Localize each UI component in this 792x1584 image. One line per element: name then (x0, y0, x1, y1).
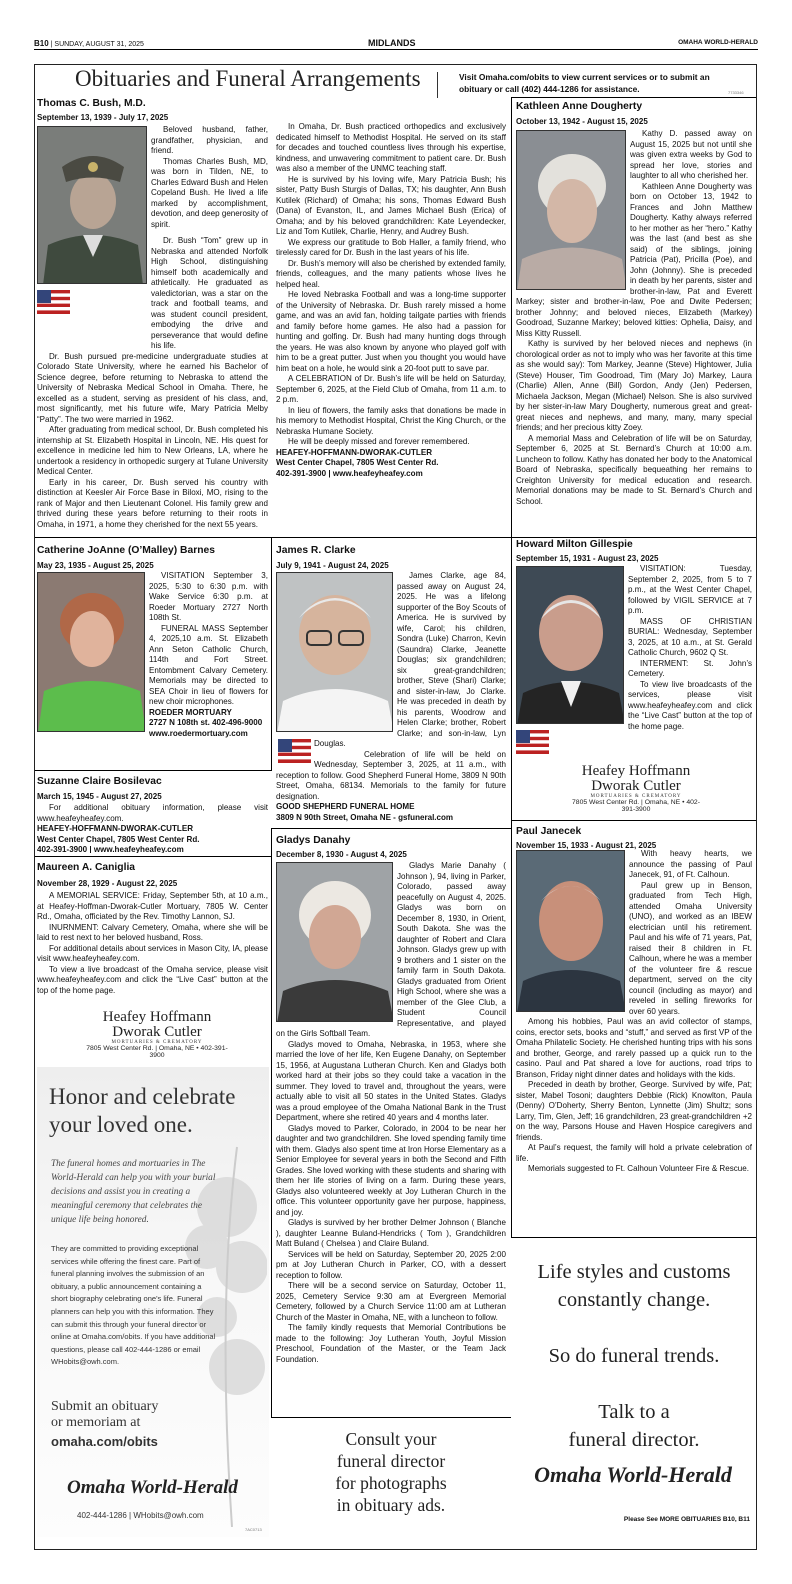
obit-text (516, 564, 752, 754)
logo-line: Heafey Hoffmann (581, 763, 691, 779)
obit-text (276, 122, 506, 534)
logo-line: Dworak (591, 778, 640, 794)
ad-headline-line: Honor and celebrate (49, 1084, 236, 1109)
funeral-home-logo (566, 764, 706, 813)
funeral-home: ROEDER MORTUARY (149, 707, 232, 717)
paragraph: A MEMORIAL SERVICE: Friday, September 5th, at 10 a.m., at Heafey-Hoffman-Dworak-Cutler Mortuary, 7805 W. Center Rd., Omaha, officiated by the Rev. Timothy Lannon, SJ. (37, 891, 268, 921)
paragraph: James Clarke, age 84, passed away on August 24, 2025. He was a lifelong supporter of the Boy Scouts of America. He is survived by wife, Carol; his children, Sondra (Luke) Charron, Kevin (Saundra) Clarke, Jeanette Douglas; six grandchildren; six great-grandchildren; brother, Steve (Shari) Clarke; and sister-in-law, Jo Clarke. He was preceded in death by his parents, Woodrow and Helen Clarke; brother, Robert Clarke; and son-in-law, Lyn Douglas. (314, 571, 506, 748)
paragraph: Dr. Bush’s memory will also be cherished by extended family, friends, colleagues, and the many patients whose lives he helped heal. (276, 258, 506, 289)
obit-text (276, 861, 506, 1414)
ad-line: So do funeral trends. (548, 1345, 720, 1367)
obit-text (37, 803, 268, 853)
paragraph: Gladys moved to Parker, Colorado, in 2004 to be near her daughter and two grandchildren. She loved spending family time with them. Gladys also spent time at Iron Horse Elementary as a Senior Employee for several years in both the Second and Fifth Grades. She loved working with these students and sharing with them her life stories of living on a farm. During these years, Gladys also volunteered weekly at Joy Lutheran Church in the office. This volunteer opportunity gave her purpose, happiness, and joy. (276, 1123, 506, 1217)
obit-text (516, 849, 752, 1233)
funeral-home-url: www.roedermortuary.com (149, 728, 248, 738)
paragraph: Services will be held on Saturday, September 20, 2025 2:00 pm at Joy Lutheran Church in Parker, CO, with a dessert reception to follow. (276, 1249, 506, 1280)
rule (511, 97, 512, 537)
ad-body: They are committed to providing exceptional services while offering the finest care. Part of funeral planning involves the submission of an obituary, a public announcement containing a short biography celebrating one's life. Funeral planners can help you with this information. They can submit this through your funeral director or online at Omaha.com/obits. If you have additional questions, please call 402-444-1286 or email WHobits@owh.com. (51, 1244, 216, 1367)
ad-consult (272, 1428, 510, 1516)
obit-name: James R. Clarke (276, 545, 356, 556)
obit-text (37, 891, 268, 1007)
masthead-divider (437, 72, 438, 98)
rule (271, 828, 511, 829)
masthead-note-text: Visit Omaha.com/obits to view current services or to submit an obituary or call (402) 444-1286 for assistance. (459, 72, 710, 94)
paragraph: We express our gratitude to Bob Haller, a family friend, who tirelessly cared for Dr. Bush in the last years of his life. (276, 237, 506, 257)
ad-line: constantly change. (557, 1289, 711, 1311)
paragraph: MASS OF CHRISTIAN BURIAL: Wednesday, September 3, 2025, at 10 a.m., at St. Gerald Catholic Church, 9602 Q St. (628, 616, 752, 657)
obit-text (37, 571, 268, 766)
page-title: Obituaries and Funeral Arrangements (75, 66, 421, 91)
logo-address: 7805 West Center Rd. | Omaha, NE • 402-391-3900 (572, 799, 700, 813)
ad-life-styles (512, 1258, 756, 1454)
paragraph: To view live broadcasts of the services, please visit www.heafeyheafey.com and click the “Live Cast” button at the top of the home page. (628, 679, 752, 731)
paragraph: Thomas Charles Bush, MD, was born in Tilden, NE, to Charles Edward Bush and Helen Copeland Bush. He lived a life marked by accomplishment, devotion, and deep generosity of spirit. (151, 156, 268, 229)
funeral-home-address: 2727 N 108th st. 402-496-9000 (149, 718, 263, 727)
obit-text (276, 571, 506, 827)
brand-logo: Omaha World-Herald (67, 1477, 238, 1498)
obit-name: Maureen A. Caniglia (37, 862, 136, 873)
paragraph: The family kindly requests that Memorial Contributions be made to the following: Joy Lutheran Youth, Joyful Mission Preschool, Foundation of the Master, or the Team Jack Foundation. (276, 1323, 506, 1364)
funeral-home-address: West Center Chapel, 7805 West Center Rd. (37, 834, 200, 844)
paragraph: He loved Nebraska Football and was a long-time supporter of the University of Nebraska. Dr. Bush rarely missed a home game, and was an avid fan, holding tailgate parties with friends and family before home games. He also had a passion for hunting and golfing. Dr. Bush had many hunting dogs through the years. He was also known by anyone who played golf with him to be a great putter. Just when you thought you would have him beat on a hole, he would sink a 20-foot putt to save par. (276, 290, 506, 373)
paragraph: A CELEBRATION of Dr. Bush’s life will be held on Saturday, September 6, 2025, at the Field Club of Omaha, from 11 a.m. to 2 p.m. (276, 374, 506, 404)
paragraph: VISITATION September 3, 2025, 5:30 to 6:30 p.m. with Wake Service 6:30 p.m. at Roeder Mortuary 2727 North 108th St. (149, 571, 268, 622)
logo-line: Cutler (643, 778, 681, 794)
ad-line: for photographs (335, 1473, 447, 1493)
logo-line: Dworak (112, 1024, 161, 1040)
obit-name: Kathleen Anne Dougherty (516, 101, 643, 112)
paragraph: At Paul’s request, the family will hold a private celebration of life. (516, 1143, 752, 1163)
ad-cta-line: Submit an obituary (51, 1399, 159, 1414)
ad-code: 7AC0713 (245, 1527, 262, 1532)
funeral-home-address: West Center Chapel, 7805 West Center Rd. (276, 458, 439, 467)
ad-honor-celebrate (37, 1067, 269, 1537)
obit-name: Catherine JoAnne (O’Malley) Barnes (37, 545, 215, 556)
rule (271, 537, 272, 770)
paragraph: He is survived by his loving wife, Mary Patricia Bush; his sister, Patty Bush Sturgis of Dallas, TX; his daughter, Ann Bush Kutilek (Richard) of Omaha; his sons, Thomas Edward Bush (Dana) of Evanston, IL, and James Michael Bush (Erica) of Omaha; and by his beloved grandchildren: Kate Leyendecker, Liz and Tom Kutilek, Charlie, Henry, and Audrey Bush. (276, 174, 506, 236)
ad-cta (51, 1399, 158, 1431)
paragraph: Gladys Marie Danahy ( Johnson ), 94, living in Parker, Colorado, passed away peacefully on August 4, 2025. Gladys was born on December 8, 1930, in Orient, South Dakota. She was the daughter of Robert and Clara Johnson. Gladys grew up with 9 brothers and 1 sister on the family farm in South Dakota. Gladys graduated from Orient High School, where she was a member of the Glee Club, a Student Council Representative, and played on the Girls Softball Team. (276, 861, 506, 1038)
logo-address: 7805 West Center Rd. | Omaha, NE • 402-391-3900 (86, 1045, 228, 1059)
funeral-home-contact: 402-391-3900 | www.heafeyheafey.com (276, 468, 423, 478)
rule (35, 770, 272, 771)
ad-line: in obituary ads. (336, 1495, 446, 1515)
obit-name: Suzanne Claire Bosilevac (37, 776, 162, 787)
rule (511, 97, 756, 98)
paragraph: INURNMENT: Calvary Cemetery, Omaha, where she will be laid to rest next to her beloved husband, Ross. (37, 922, 268, 942)
funeral-home-logo (82, 1010, 232, 1059)
ad-line: Consult your (345, 1429, 437, 1449)
section-name: MIDLANDS (368, 38, 416, 48)
paragraph: He will be deeply missed and forever remembered. (288, 437, 470, 446)
paragraph: After graduating from medical school, Dr. Bush completed his internship at St. Elizabeth Hospital in Lincoln, NE. His quest for excellence in medicine led him to New Orleans, LA, where he undertook a residency in orthopedic surgery at Tulane University Medical Center. (37, 425, 268, 476)
paragraph: Memorials suggested to Ft. Calhoun Volunteer Fire & Rescue. (528, 1164, 749, 1173)
page-date: SUNDAY, AUGUST 31, 2025 (54, 41, 144, 48)
rule (511, 820, 756, 821)
paper-name: OMAHA WORLD-HERALD (678, 39, 758, 46)
obit-dates: November 15, 1933 - August 21, 2025 (516, 841, 657, 850)
paragraph: Beloved husband, father, grandfather, physician, and friend. (151, 125, 268, 155)
masthead-note (459, 71, 734, 95)
ad-headline (49, 1083, 235, 1139)
funeral-home: HEAFEY-HOFFMANN-DWORAK-CUTLER (276, 447, 433, 457)
paragraph: There will be a second service on Saturday, October 11, 2025, Cemetery Service 9:30 am at Evergreen Memorial Cemetery, followed by a Church Service 11:00 am at Lutheran Church of the Master in Omaha, NE, with a luncheon to follow. (276, 1281, 506, 1322)
funeral-home: GOOD SHEPHERD FUNERAL HOME (276, 802, 415, 811)
paragraph: For additional obituary information, please visit www.heafeyheafey.com. (37, 803, 268, 823)
ad-cta-line: or memoriam at (51, 1415, 141, 1430)
masthead-code: 7733346 (728, 90, 744, 95)
paragraph: Dr. Bush “Tom” grew up in Nebraska and attended Norfolk High School, distinguishing himself both academically and athletically. He graduated as valedictorian, was a star on the track and football teams, and was student council president, embodying the drive and perseverance that would define his life. (151, 236, 268, 350)
paragraph: For additional details about services in Mason City, IA, please visit www.heafeyheafey.com. (37, 943, 268, 963)
obit-dates: May 23, 1935 - August 25, 2025 (37, 561, 154, 570)
paragraph: VISITATION: Tuesday, September 2, 2025, from 5 to 7 p.m., at the West Center Chapel, followed by VIGIL SERVICE at 7 p.m. (628, 564, 752, 615)
paragraph: With heavy hearts, we announce the passing of Paul Janecek, 91, of Ft. Calhoun. (629, 849, 752, 879)
brand-logo: Omaha World-Herald (534, 1462, 732, 1487)
obit-name: Howard Milton Gillespie (516, 539, 633, 550)
paragraph: Paul grew up in Benson, graduated from Tech High, attended Omaha University (UNO), and worked as an IBEW electrician until his retirement. Paul and his wife of 71 years, Pat, raised their 8 children in Ft. Calhoun, where he was a member of the volunteer fire & rescue department, served on the city council (including as mayor) and reveled in selling fireworks for over 60 years. (629, 880, 752, 1016)
rule (35, 856, 272, 857)
paragraph: Celebration of life will be held on Wednesday, September 3, 2025, at 11 a.m., with reception to follow. Good Shepherd Funeral Home, 3809 N 90th Street, Omaha, 68134. Memorials to the family for future designation. (276, 749, 506, 801)
page-folio: B10 | SUNDAY, AUGUST 31, 2025 (34, 39, 144, 48)
more-obits-link[interactable]: Please See MORE OBITUARIES B10, B11 (623, 1516, 750, 1523)
paragraph: In Omaha, Dr. Bush practiced orthopedics and exclusively dedicated himself to Methodist Hospital. He served on its staff for decades and touched countless lives through his expertise, kindness, and unwavering commitment to patient care. Dr. Bush was also a member of the UNMC teaching staff. (276, 122, 506, 173)
obit-dates: October 13, 1942 - August 15, 2025 (516, 117, 648, 126)
ad-line: funeral director (336, 1451, 446, 1471)
paragraph: In lieu of flowers, the family asks that donations be made in his memory to Methodist Hospital, Christ the King Church, or the Nebraska Humane Society. (276, 405, 506, 436)
paragraph: Among his hobbies, Paul was an avid collector of stamps, coins, erector sets, books and “stuff,” and served as first VP of the Omaha Philatelic Society. He cherished hunting trips with his sons and brother, George, and rarely passed up a quick run to the casino. Paul and Pat shared a love for auctions, road trips to Branson, Friday night dinner dates and holidays with the kids. (516, 1017, 752, 1079)
rule (511, 1237, 756, 1238)
paragraph: Dr. Bush pursued pre-medicine undergraduate studies at Colorado State University, where he earned his Bachelor of Science degree, before returning to Nebraska to attend the University of Nebraska Medical School in Omaha. There, he excelled as a student, serving as president of his class, and, most significantly, met his future wife, Mary Patricia Melby “Patty”. The two were married in 1962. (37, 351, 268, 424)
ad-line: Talk to a (598, 1401, 670, 1423)
funeral-home: HEAFEY-HOFFMANN-DWORAK-CUTLER (37, 824, 194, 833)
paragraph: Kathy D. passed away on August 15, 2025 but not until she was given extra weeks by God to spread her love, stories and laughter to all who cherished her. (630, 129, 752, 180)
paragraph: Gladys moved to Omaha, Nebraska, in 1953, where she married the love of her life, Ken Eugene Danahy, on September 15, 1956, at Augustana Lutheran Church. Ken and Gladys both worked hard at their jobs so they could take a vacation in the summer. They loved to travel and, throughout the years, were actually able to visit all 50 states in the United States. Gladys was a proud employee of the Omaha National Bank in the Trust Department, where she retired 40 years and 4 months later. (276, 1039, 506, 1122)
obit-name: Thomas C. Bush, M.D. (37, 98, 146, 109)
ad-url-link[interactable]: omaha.com/obits (51, 1434, 158, 1449)
page-header (34, 36, 758, 50)
paragraph: To view a live broadcast of the Omaha service, please visit www.heafeyheafey.com and click the “Live Cast” button at the top of the home page. (37, 964, 268, 995)
ad-line: Life styles and customs (537, 1261, 731, 1283)
rule (511, 537, 512, 1237)
paragraph: Preceded in death by brother, George. Survived by wife, Pat; sister, Mabel Tosoni; daughters Debbie (Rick) Knowlton, Paula (Denny) O’Doherty, Sherry Benton, Lynnette (Jim) Shultz; sons Larry, Tim, Glen, Jeff; 16 grandchildren, 23 great-grandchildren +2 on the way, Parsons House and Haven Hospice caregivers and friends. (516, 1080, 752, 1142)
obit-dates: September 15, 1931 - August 23, 2025 (516, 554, 659, 563)
rule (35, 537, 756, 538)
obit-name: Gladys Danahy (276, 835, 351, 846)
obit-text (516, 129, 752, 529)
rule (271, 828, 272, 1418)
obit-name: Paul Janecek (516, 826, 582, 837)
obit-dates: December 8, 1930 - August 4, 2025 (276, 850, 407, 859)
paragraph: Early in his career, Dr. Bush served his country with distinction at Keesler Air Force Base in Biloxi, MO, rising to the rank of Major and then Lieutenant Colonel. His family grew and thrived during these years before returning to their roots in Omaha, in 1971, a home they cherished for the next 55 years. (37, 477, 268, 529)
logo-tagline: MORTUARIES & CREMATORY (590, 794, 682, 799)
obit-dates: November 28, 1929 - August 22, 2025 (37, 879, 178, 888)
paragraph: A memorial Mass and Celebration of life will be on Saturday, September 6, 2025 at St. Bernard’s Church at 10:00 a.m. Luncheon to follow. Kathy has donated her body to the Anatomical Board of Nebraska, specifically bequeathing her remains to Creighton University for medical education and research. Memorial donations may be made to St. Bernard’s Church and School. (516, 433, 752, 506)
ad-headline-line: your loved one. (49, 1112, 193, 1137)
obit-dates: September 13, 1939 - July 17, 2025 (37, 113, 169, 122)
ad-line: funeral director. (568, 1429, 700, 1451)
obit-dates: July 9, 1941 - August 24, 2025 (276, 561, 389, 570)
paragraph: FUNERAL MASS September 4, 2025,10 a.m. St. Elizabeth Ann Seton Catholic Church, 114th and Fort Street. Entombment Calvary Cemetery. Memorials may be directed to SEA Choir in lieu of flowers for new choir microphones. (149, 623, 268, 706)
page-number: B10 (34, 39, 49, 48)
funeral-home-address: 3809 N 90th Street, Omaha NE - gsfuneral.com (276, 812, 454, 822)
logo-tagline: MORTUARIES & CREMATORY (111, 1040, 203, 1045)
paragraph: INTERMENT: St. John’s Cemetery. (628, 658, 752, 678)
paragraph: Kathy is survived by her beloved nieces and nephews (in chorological order as not to imply who was her favorite at this time as she would say): Tom Markey, Jeanne (Steve) Hightower, Julia (Steve) Houser, Tim Goodroad, Tim (Mary Jo) Markey, Laura (Charlie) Allen, Anne (Bill) Gordon, Andy (Jen) Pedersen, Michaela Jackson, Megan (Michael) Nelson. She is also survived by her sister-in-law Mary Dougherty, numerous great and great-great nieces and nephews, and many, many, many special friends; and her precious kitty Zoey. (516, 339, 752, 432)
logo-line: Cutler (164, 1024, 202, 1040)
obit-text (37, 236, 268, 532)
obit-dates: March 15, 1945 - August 27, 2025 (37, 792, 162, 801)
funeral-home-contact: 402-391-3900 | www.heafeyheafey.com (37, 845, 184, 853)
rule (271, 1417, 511, 1418)
paragraph: Gladys is survived by her brother Delmer Johnson ( Blanche ), daughter Leanne Buland-Hendricks ( Tom ), Grandchildren Matt Buland ( Chelsea ) and Claire Buland. (276, 1218, 506, 1248)
ad-lead: The funeral homes and mortuaries in The World-Herald can help you with your burial decisions and assist you in creating a meaningful ceremony that celebrates the unique life being honored. (51, 1159, 216, 1225)
ad-contact: 402-444-1286 | WHobits@owh.com (77, 1511, 204, 1520)
logo-line: Heafey Hoffmann (102, 1009, 212, 1025)
paragraph: Kathleen Anne Dougherty was born on October 13, 1942 to Frances and John Matthew Dougherty. Kathy always referred to her mother as her “hero.” Kathy was the last (and best as she said) of the siblings, joining Patricia (Pat), Pricilla (Poe), and John (Johnny). She is preceded in death by her parents, sister and brother-in-law, Pat and Everett Markey; sister and brother-in-law, Poe and Dwite Pedersen; brother Johnny; and beloved nieces, Elizabeth (Markey) Goodroad, Suzanne Markey; beloved kitties: Ophelia, Daisy, and Miss Kitty Russell. (516, 181, 752, 338)
